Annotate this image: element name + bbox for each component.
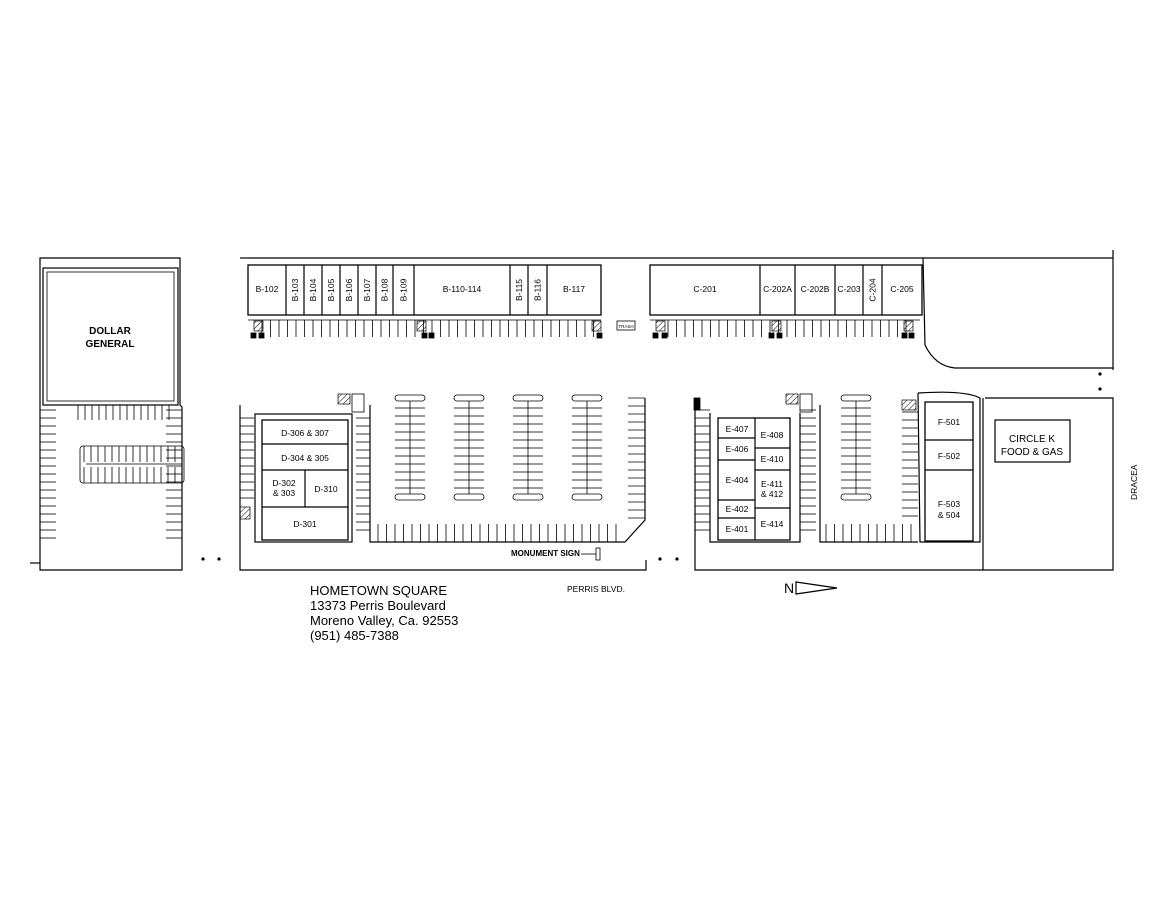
dollar-general-lot xyxy=(40,268,184,538)
building-d xyxy=(240,394,364,542)
unit-f501: F-501 xyxy=(937,417,961,427)
unit-c-202a: C-202A xyxy=(763,284,792,294)
circle-k-label-1: CIRCLE K xyxy=(1008,434,1056,445)
building-e xyxy=(694,394,816,542)
property-info xyxy=(310,583,458,643)
unit-e411-line2: & 412 xyxy=(760,489,784,499)
unit-e407: E-407 xyxy=(725,424,749,434)
unit-d310: D-310 xyxy=(314,484,338,494)
trash-label-top: TRASH xyxy=(618,324,634,329)
unit-e411-line1: E-411 xyxy=(760,479,784,489)
unit-c-201: C-201 xyxy=(693,284,717,294)
unit-b-108: B-108 xyxy=(379,278,390,302)
unit-b-104: B-104 xyxy=(308,278,318,302)
unit-c-204: C-204 xyxy=(867,278,878,302)
unit-b-107: B-107 xyxy=(362,278,372,302)
street-dracea: DRACEA xyxy=(1129,464,1139,500)
unit-e401: E-401 xyxy=(725,524,749,534)
circle-k-label-2: FOOD & GAS xyxy=(1000,447,1064,458)
unit-f503-line2: & 504 xyxy=(937,510,961,520)
unit-b-103: B-103 xyxy=(290,278,300,302)
unit-b-116: B-116 xyxy=(532,278,543,302)
unit-d301: D-301 xyxy=(293,519,317,529)
unit-e406: E-406 xyxy=(725,444,749,454)
property-phone: (951) 485-7388 xyxy=(310,628,399,643)
street-perris-blvd: PERRIS BLVD. xyxy=(567,584,625,594)
unit-b-105: B-105 xyxy=(326,278,336,302)
unit-d306: D-306 & 307 xyxy=(281,428,329,438)
unit-c-202b: C-202B xyxy=(800,284,830,294)
dollar-general-label-1: DOLLAR xyxy=(89,326,131,337)
unit-d302-line1: D-302 xyxy=(272,478,296,488)
unit-e402: E-402 xyxy=(725,504,749,514)
unit-b-102: B-102 xyxy=(255,284,279,294)
unit-d302-line2: & 303 xyxy=(272,488,296,498)
north-arrow-icon xyxy=(784,580,837,596)
unit-c-203: C-203 xyxy=(837,284,861,294)
north-label: N xyxy=(784,580,795,596)
unit-e404: E-404 xyxy=(725,475,749,485)
unit-f503-line1: F-503 xyxy=(937,499,961,509)
monument-sign xyxy=(511,548,600,560)
unit-e414: E-414 xyxy=(760,519,784,529)
unit-c-205: C-205 xyxy=(890,284,914,294)
unit-b-109: B-109 xyxy=(398,278,409,302)
dollar-general-label-2: GENERAL xyxy=(85,339,135,350)
right-parking xyxy=(820,395,918,542)
property-name: HOMETOWN SQUARE xyxy=(310,583,447,598)
unit-b-106: B-106 xyxy=(344,278,354,302)
unit-b-110-114: B-110-114 xyxy=(442,284,482,294)
unit-e410: E-410 xyxy=(760,454,784,464)
unit-f502: F-502 xyxy=(937,451,961,461)
building-f xyxy=(918,392,980,542)
circle-k xyxy=(983,398,1070,570)
unit-e408: E-408 xyxy=(760,430,784,440)
unit-b-115: B-115 xyxy=(514,278,524,302)
unit-d304: D-304 & 305 xyxy=(281,453,329,463)
unit-b-117: B-117 xyxy=(562,284,586,294)
property-address-2: Moreno Valley, Ca. 92553 xyxy=(310,613,459,628)
monument-sign-label: MONUMENT SIGN xyxy=(511,549,580,558)
property-address-1: 13373 Perris Boulevard xyxy=(310,598,446,613)
